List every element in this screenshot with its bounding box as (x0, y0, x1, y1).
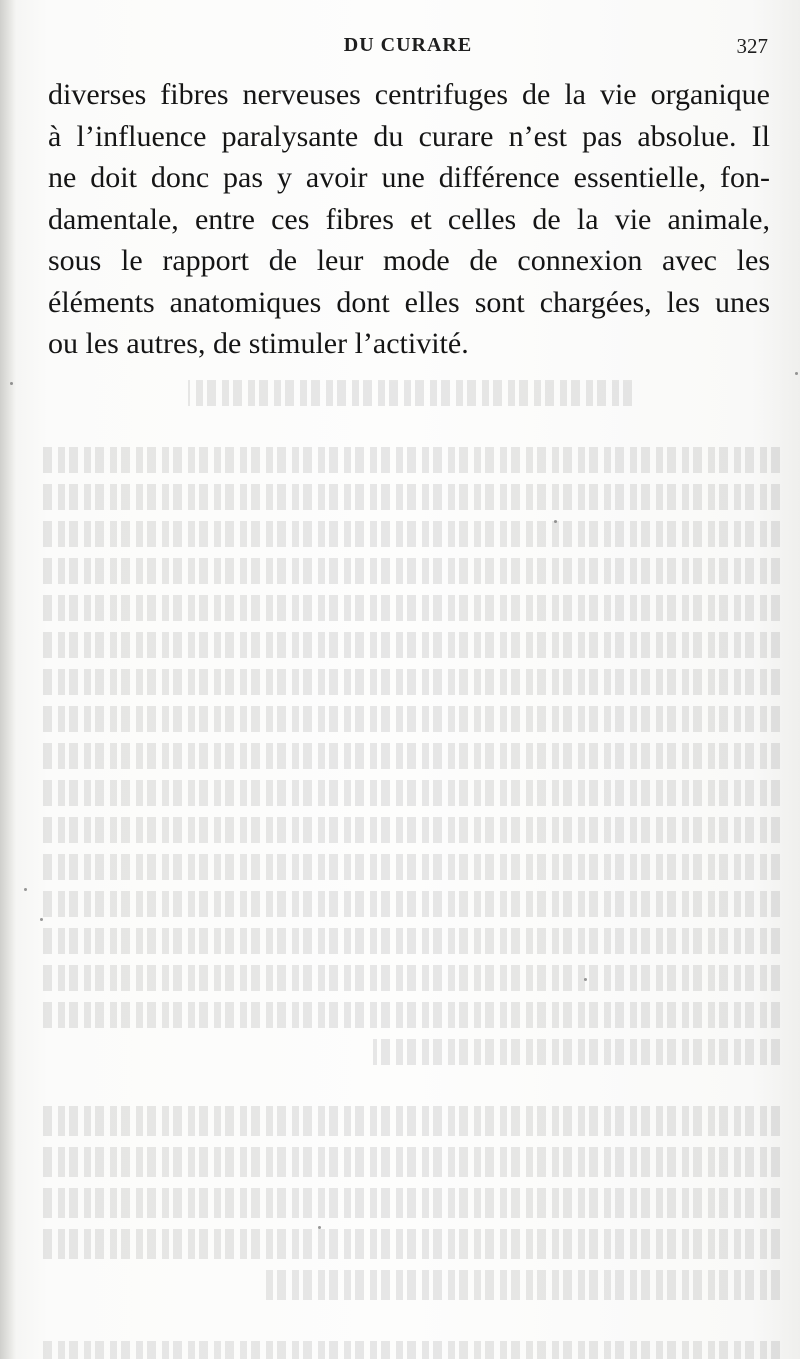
text-line: à l’influence paralysante du curare n’est pas absolue. Il (48, 119, 770, 153)
paper-speck (554, 520, 557, 523)
paper-speck (318, 1226, 321, 1229)
paper-speck (584, 978, 587, 981)
page-header (48, 34, 768, 62)
show-through-reverse-side (40, 380, 780, 1340)
paper-speck (24, 888, 27, 891)
paper-speck (40, 918, 43, 921)
text-line: ou les autres, de stimuler l’activité. (48, 327, 469, 360)
paper-speck (795, 372, 798, 375)
text-line: sous le rapport de leur mode de connexion avec les (48, 244, 770, 277)
page-gutter-shadow (0, 0, 16, 1359)
page-number: 327 (736, 34, 768, 58)
text-line: diverses fibres nerveuses centrifuges de la vie organique (48, 78, 770, 111)
paragraph (48, 74, 770, 365)
text-line: éléments anatomiques dont elles sont chargées, les unes (48, 285, 770, 319)
text-line: damentale, entre ces fibres et celles de la vie animale, (48, 202, 770, 236)
text-line: ne doit donc pas y avoir une différence essentielle, fon- (48, 161, 770, 194)
paper-speck (10, 382, 13, 385)
running-title: DU CURARE (343, 34, 473, 56)
